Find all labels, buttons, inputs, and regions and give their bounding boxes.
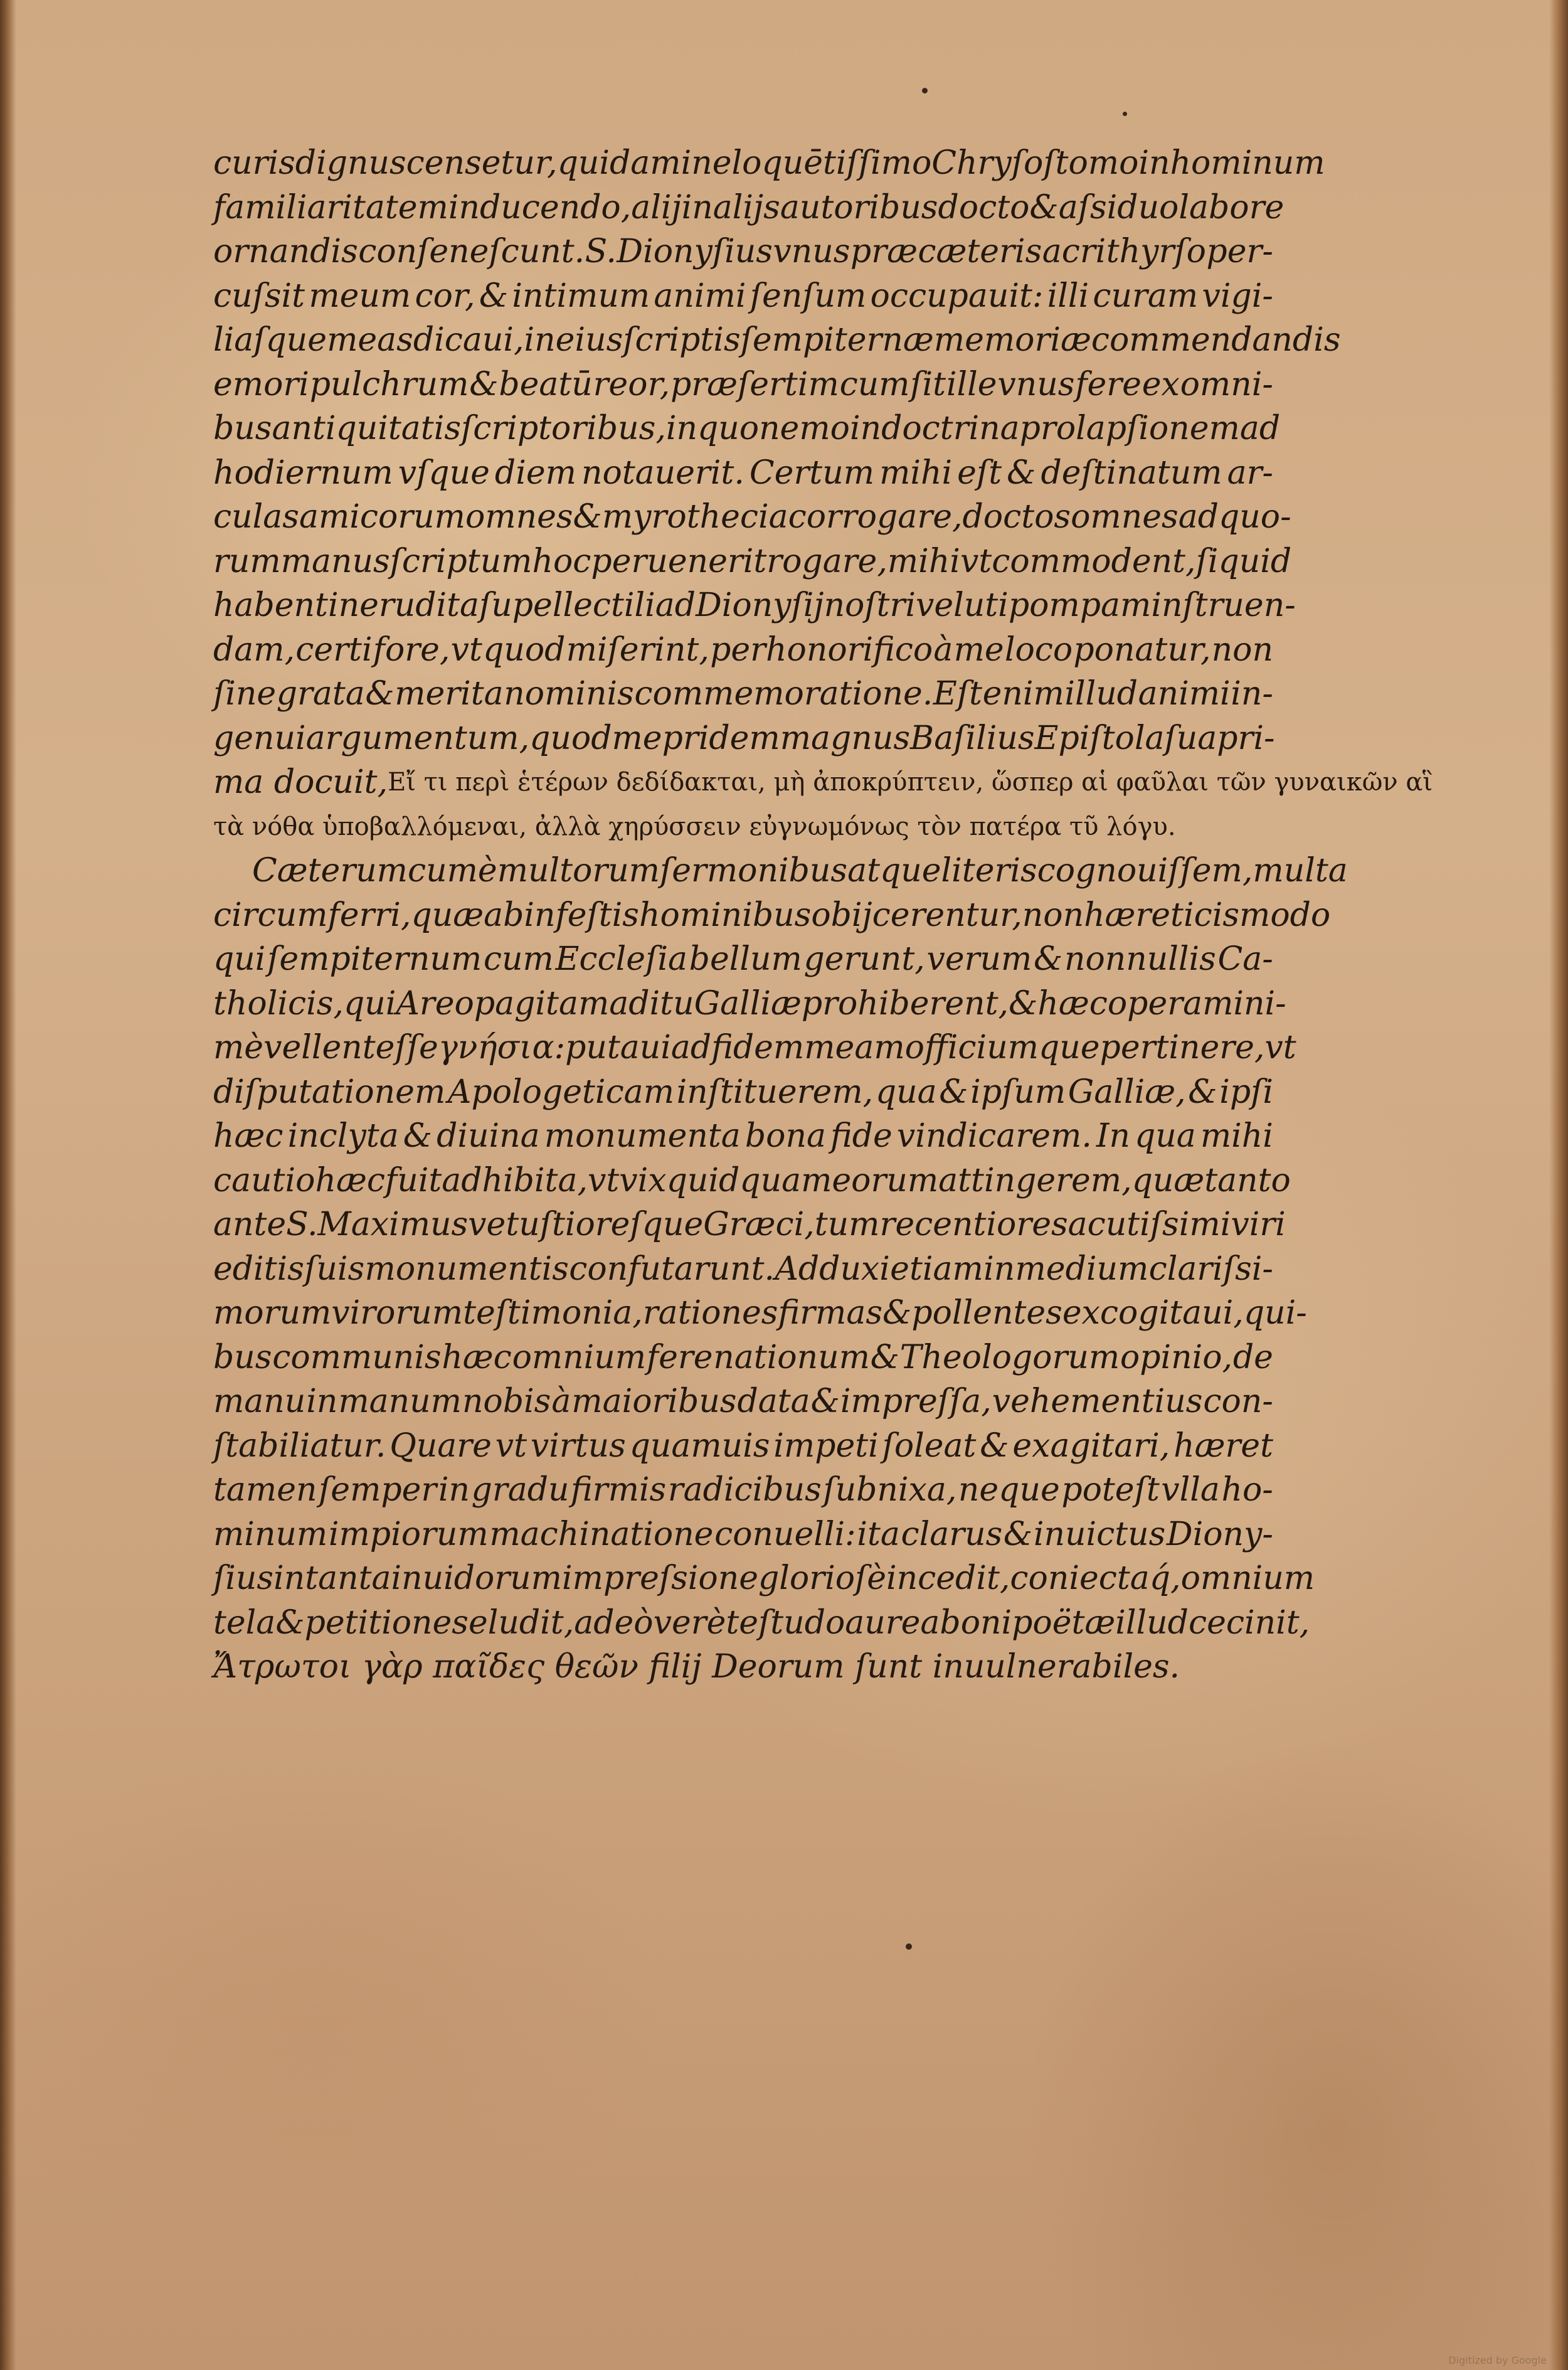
text-line: ante S. Maximus vetuſtioreſque Græci, tum recentiores acutiſsimi viri: [213, 1206, 1286, 1243]
text-line: tholicis, qui Areopagitam aditu Galliæ prohiberent, & hæc opera mini-: [213, 984, 1286, 1023]
text-line: τὰ νόθα ὑποβαλλόμεναι, ἀλλὰ χηρύσσειν εὐγνωμόνως τὸν πατέρα τῦ λόγυ.: [213, 812, 1176, 841]
text-line: Ἄτρωτοι γὰρ παῖδες θεῶν filij Deorum ſunt inuulnerabiles.: [213, 1648, 1180, 1686]
text-line: diſputationem Apologeticam inſtituerem, qua & ipſum Galliæ, & ipſi: [213, 1073, 1273, 1111]
text-line: familiaritatem inducendo, alij in alijs autoribus docto & aſsiduo labore: [213, 188, 1285, 226]
text-line: cautio hæc fuit adhibita, vt vix quidquam eorum attingerem, quæ tanto: [213, 1161, 1291, 1199]
text-line: ſtabiliatur. Quare vt virtus quamuis impeti ſoleat & exagitari, hæret: [213, 1427, 1273, 1465]
page-binding-edge: [0, 0, 16, 2370]
digitization-watermark: Digitized by Google: [1448, 2354, 1547, 2366]
text-line: morum virorum teſtimonia, rationes firmas & pollentes excogitaui, qui-: [213, 1294, 1307, 1332]
text-line: mè vellent eſſe γνήσια: putaui ad fidem meam officiumque pertinere, vt: [213, 1029, 1296, 1066]
latin-segment: ma docuit,: [213, 763, 388, 801]
text-line: hæc inclyta & diuina monumenta bona fide vindicarem. In qua mihi: [213, 1117, 1273, 1155]
text-line: dam, certi fore, vt quod miſerint, perhonorifico à me loco ponatur, non: [213, 630, 1273, 669]
text-line: rum manus ſcriptum hoc peruenerit rogare, mihi vt commodent, ſi quid: [213, 542, 1292, 580]
text-line: bus antiquitatis ſcriptoribus, in quo nemo in doctrina prolapſionem ad: [213, 410, 1281, 447]
text-line: cuſsit meum cor, & intimum animi ſenſum occupauit: illi curam vigi-: [213, 277, 1273, 315]
text-line: genui argumentum, quod me pridem magnus Baſilius Epiſtola ſua pri-: [213, 719, 1275, 757]
text-line: culas amicorum omnes & myrothecia corrogare, doctos omnes ad quo-: [213, 498, 1291, 536]
text-line: ſius in tanta inuidorum impreſsione glorioſè incedit, coniectaq́, omnium: [213, 1560, 1315, 1597]
text-line: tamen ſemper in gradu firmis radicibus ſubnixa, neque poteſt vlla ho-: [213, 1471, 1273, 1509]
text-line: circumferri, quæ ab infeſtis hominibus obijcerentur, non hæreticis modo: [213, 896, 1331, 934]
ink-spot: [922, 88, 928, 93]
text-line: Cæterum cum è multorum ſermonibus atque literis cognouiſſem, multa: [252, 852, 1348, 890]
text-line: liaſque meas dicaui, in eius ſcriptis ſempiternæ memoriæ commendandis: [213, 321, 1341, 359]
text-line: editis ſuis monumentis confutarunt. Adduxi etiam in medium clariſsi-: [213, 1250, 1273, 1288]
text-line: curis dignus censetur, quidam in eloquētiſſimo Chryſoſtomo in hominum: [213, 144, 1325, 182]
text-line: [213, 760, 1433, 805]
text-line: tela & petitiones eludit, adeò verè teſtudo aurea boni poëtæ illud cecinit,: [213, 1603, 1310, 1642]
greek-segment: Εἴ τι περὶ ἑτέρων δεδίδακται, μὴ ἀποκρύπτειν, ὥσπερ αἱ φαῦλαι τῶν γυναικῶν αἳ: [388, 768, 1433, 797]
text-line: hodiernum vſque diem notauerit. Certum mihi eſt & deſtinatum ar-: [213, 454, 1273, 492]
ink-spot: [1123, 112, 1127, 116]
page-right-edge: [1549, 0, 1568, 2370]
text-line: ſine grata & merita nominis commemoratione. Eſt enim illud animi in-: [213, 675, 1273, 713]
page-text: [213, 141, 1433, 1689]
text-line: habent in erudita ſupellectili ad Dionyſij noſtri veluti pompam inſtruen-: [213, 587, 1296, 624]
text-line: manu in manum nobis à maioribus data & impreſſa, vehementius con-: [213, 1383, 1273, 1420]
text-line: qui ſempiternum cum Eccleſia bellum gerunt, verum & nonnullis Ca-: [213, 940, 1273, 978]
text-line: minum impiorum machinatione conuelli: ita clarus & inuictus Diony-: [213, 1515, 1273, 1553]
text-line: ornandis conſeneſcunt. S. Dionyſius vnus præ cæteris acri thyrſo per-: [213, 233, 1273, 270]
text-line: bus communis hæc omnium fere nationum & Theologorum opinio, de: [213, 1338, 1273, 1376]
text-line: emori pulchrum & beatū reor, præſertim cum ſit ille vnus fere ex omni-: [213, 365, 1273, 403]
ink-spot: [906, 1943, 912, 1950]
